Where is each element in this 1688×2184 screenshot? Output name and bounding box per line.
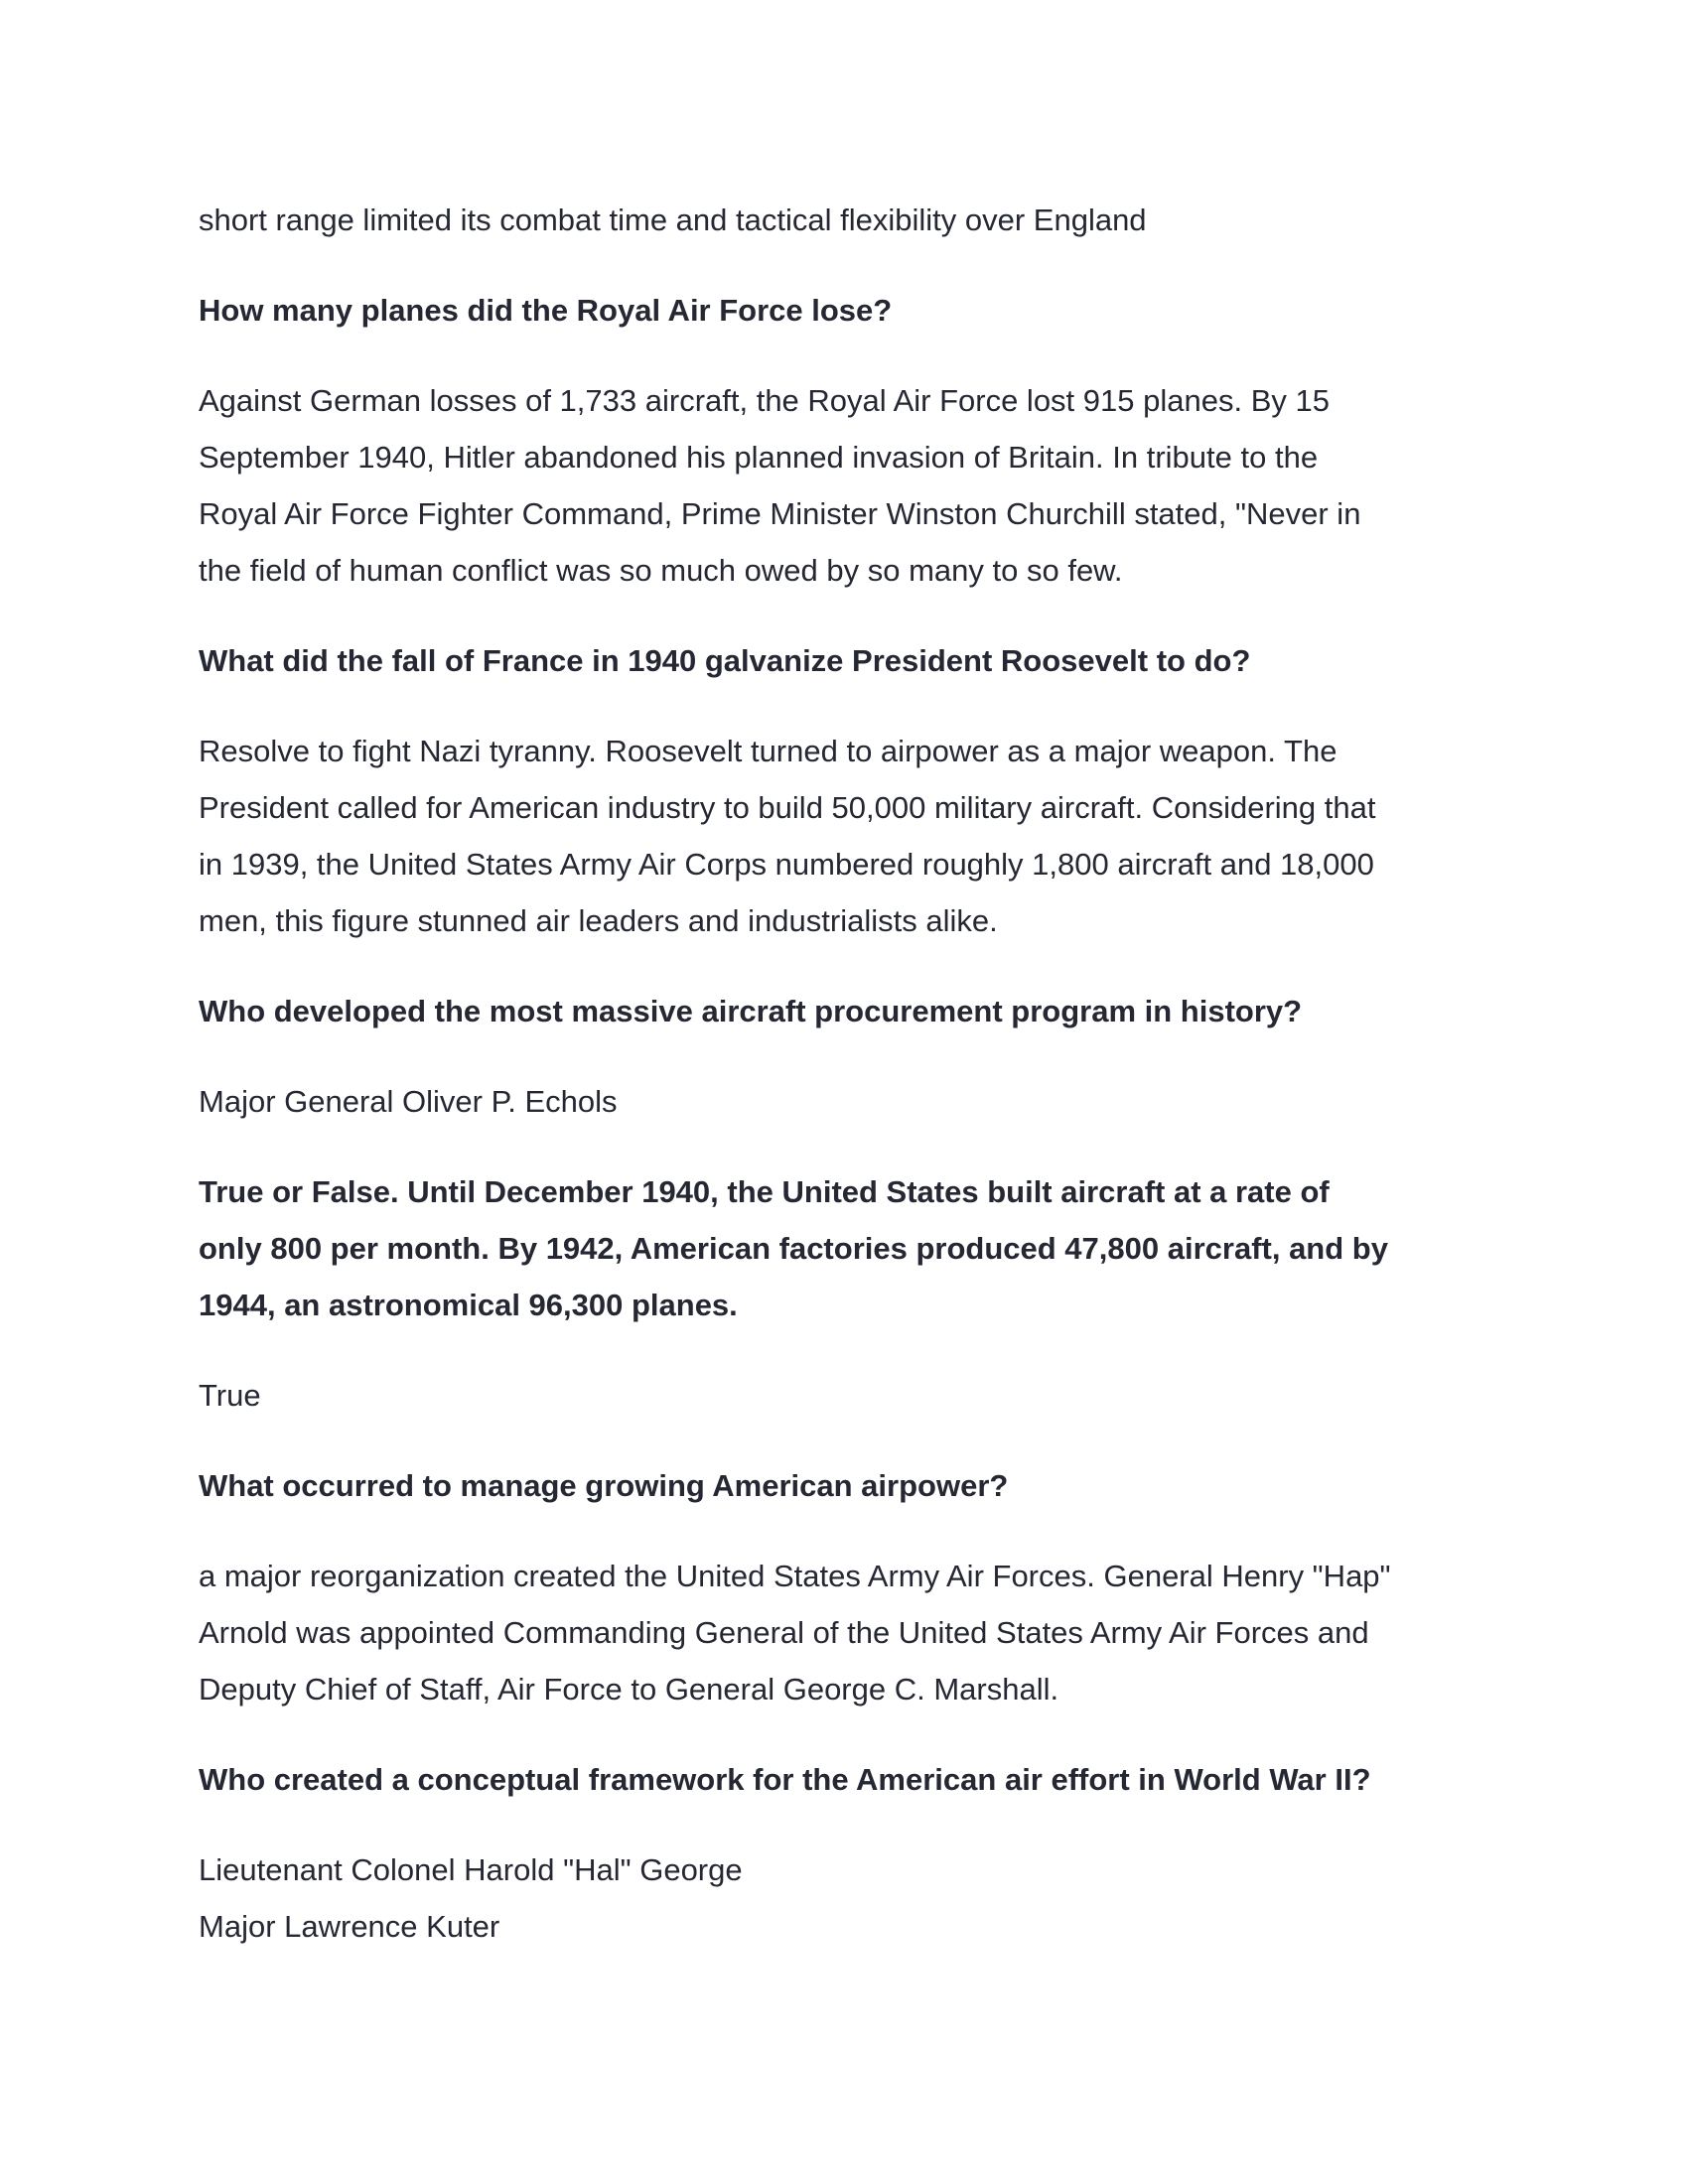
text-line: a major reorganization created the United States Army Air Forces. General Henry "Hap" — [199, 1559, 1391, 1593]
text-line: True or False. Until December 1940, the United States built aircraft at a rate of — [199, 1174, 1330, 1209]
text-line: Arnold was appointed Commanding General of the United States Army Air Forces and — [199, 1615, 1369, 1650]
text-line: men, this figure stunned air leaders and industrialists alike. — [199, 903, 998, 938]
text-line: Royal Air Force Fighter Command, Prime Minister Winston Churchill stated, "Never in — [199, 496, 1361, 531]
text-line: Resolve to fight Nazi tyranny. Roosevelt turned to airpower as a major weapon. The — [199, 734, 1337, 768]
text-line: Major General Oliver P. Echols — [199, 1084, 618, 1119]
text-line: President called for American industry to build 50,000 military aircraft. Considering that — [199, 790, 1376, 825]
question-2 — [199, 632, 1509, 689]
text-line: Lieutenant Colonel Harold "Hal" George — [199, 1852, 743, 1887]
text-line: True — [199, 1378, 261, 1413]
answer-6 — [199, 1842, 1509, 1955]
answer-3 — [199, 1073, 1509, 1130]
question-5 — [199, 1457, 1509, 1514]
text-line: Who created a conceptual framework for the American air effort in World War II? — [199, 1762, 1371, 1797]
answer-4 — [199, 1367, 1509, 1424]
question-6 — [199, 1751, 1509, 1808]
text-line: short range limited its combat time and tactical flexibility over England — [199, 203, 1147, 237]
document-page — [199, 192, 1509, 1988]
text-line: 1944, an astronomical 96,300 planes. — [199, 1288, 738, 1322]
text-line: only 800 per month. By 1942, American factories produced 47,800 aircraft, and by — [199, 1231, 1388, 1266]
text-line: What did the fall of France in 1940 galvanize President Roosevelt to do? — [199, 643, 1251, 678]
text-line: Who developed the most massive aircraft procurement program in history? — [199, 994, 1303, 1028]
question-1 — [199, 282, 1509, 339]
text-line: What occurred to manage growing American airpower? — [199, 1468, 1009, 1503]
text-line: Deputy Chief of Staff, Air Force to General George C. Marshall. — [199, 1672, 1059, 1706]
answer-5 — [199, 1548, 1509, 1717]
answer-2 — [199, 723, 1509, 949]
text-line: the field of human conflict was so much owed by so many to so few. — [199, 553, 1123, 588]
text-line: in 1939, the United States Army Air Corps numbered roughly 1,800 aircraft and 18,000 — [199, 847, 1374, 882]
answer-1 — [199, 372, 1509, 599]
text-line: Against German losses of 1,733 aircraft, the Royal Air Force lost 915 planes. By 15 — [199, 383, 1330, 418]
text-line: September 1940, Hitler abandoned his planned invasion of Britain. In tribute to the — [199, 440, 1319, 475]
text-line: How many planes did the Royal Air Force lose? — [199, 293, 893, 328]
question-3 — [199, 983, 1509, 1039]
intro-paragraph — [199, 192, 1509, 248]
text-line: Major Lawrence Kuter — [199, 1909, 500, 1944]
question-4 — [199, 1163, 1509, 1333]
